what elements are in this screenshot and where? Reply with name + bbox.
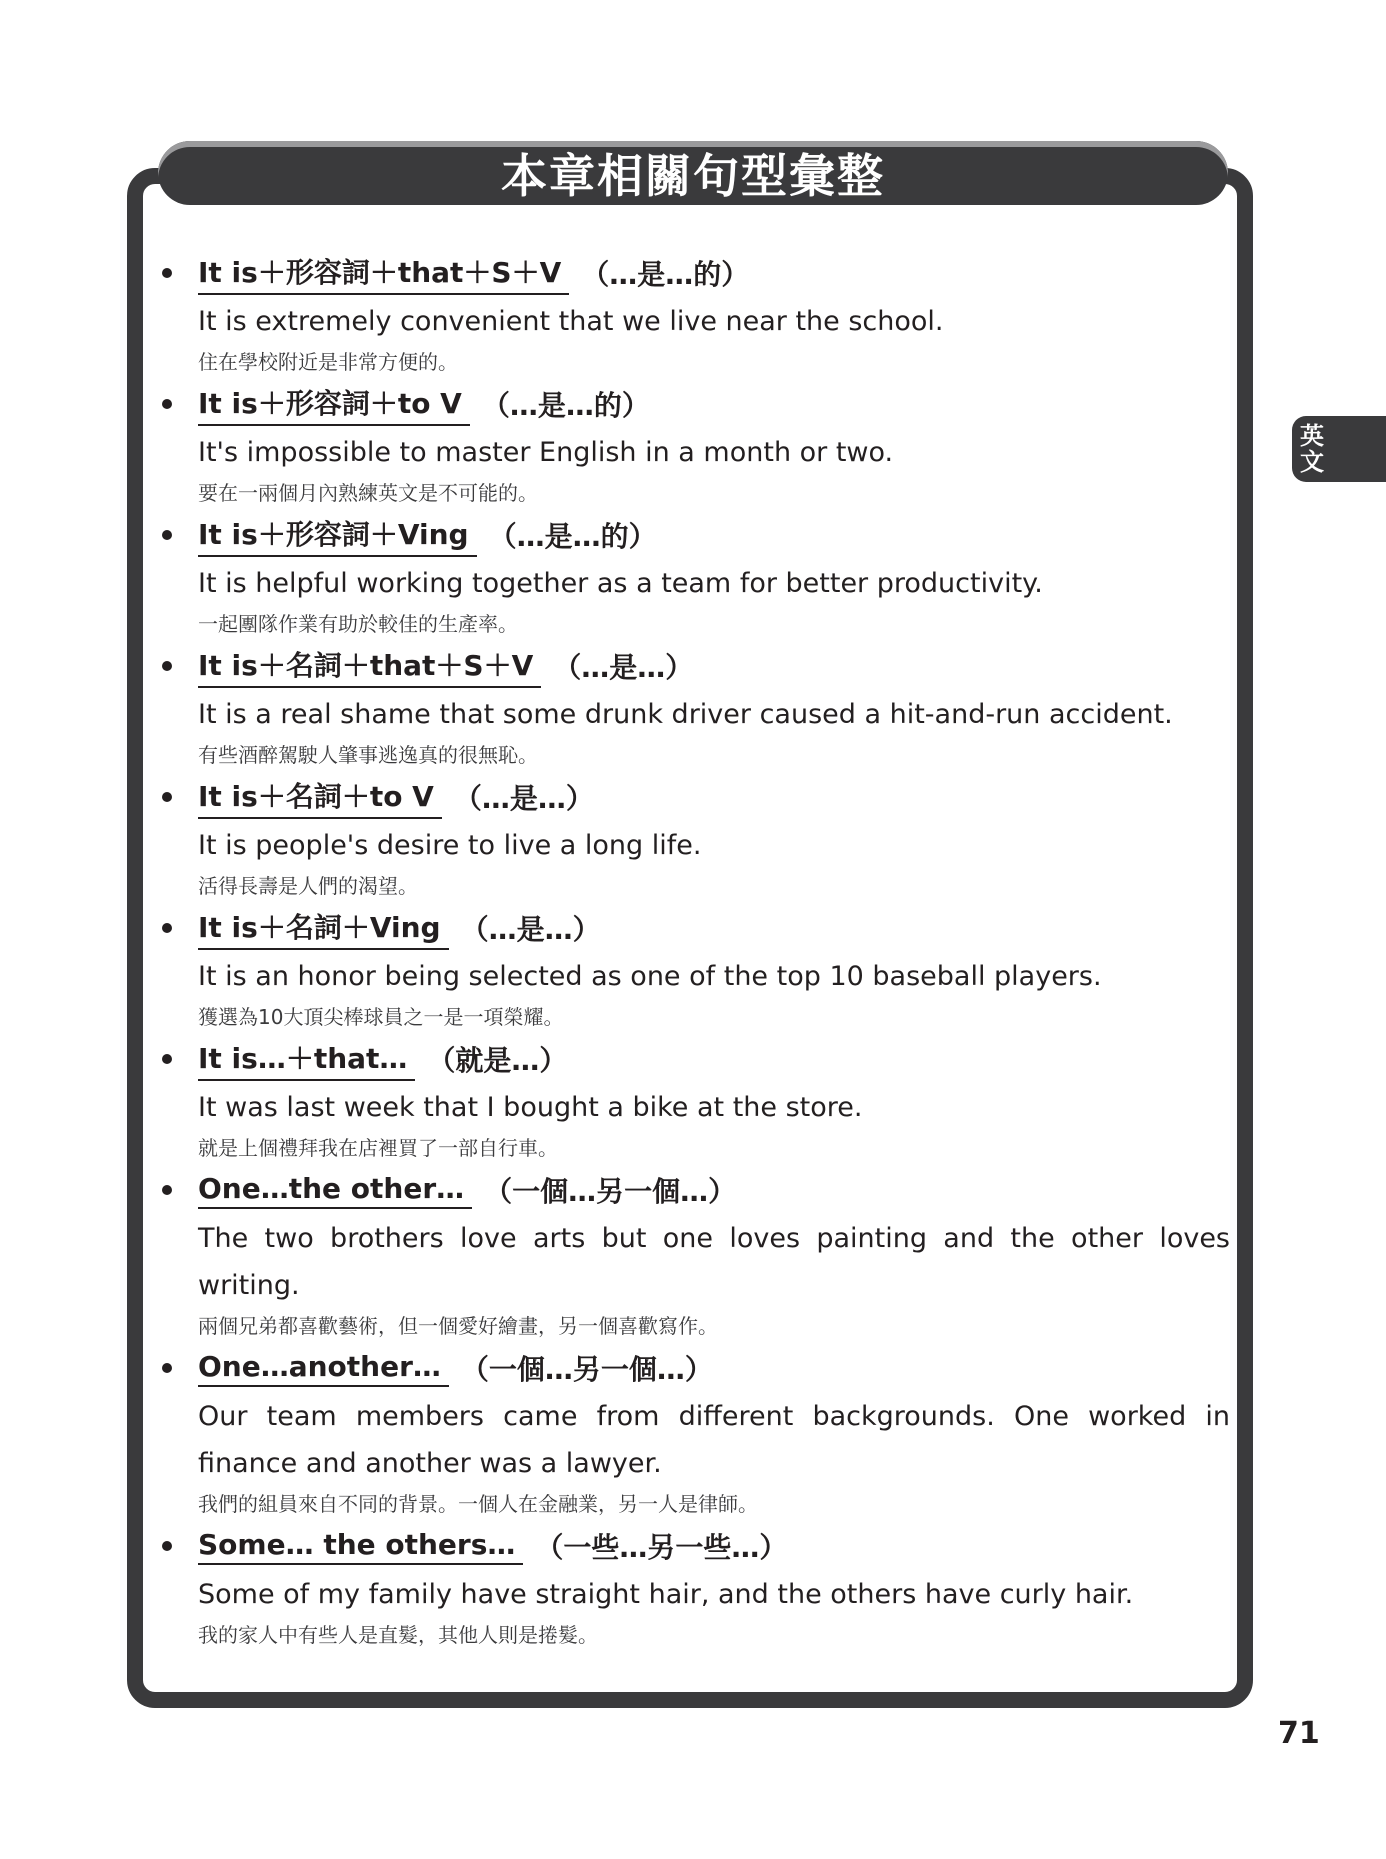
example-sentence: It was last week that I bought a bike at the store. (198, 1092, 863, 1123)
list-item (160, 1034, 1230, 1165)
example-sentence: It is extremely convenient that we live near the school. (198, 306, 944, 337)
title-bar (158, 141, 1228, 205)
example-translation: 住在學校附近是非常方便的。 (198, 350, 458, 374)
pattern-text: It is…＋that… (198, 1037, 415, 1081)
example-translation: 我的家人中有些人是直髮，其他人則是捲髮。 (198, 1623, 598, 1647)
pattern-meaning: （…是…的） (481, 389, 650, 422)
bullet-icon (162, 1054, 172, 1064)
bullet-icon (162, 530, 172, 540)
bullet-icon (162, 1541, 172, 1551)
bullet-icon (162, 268, 172, 278)
pattern-meaning: （就是…） (427, 1044, 568, 1077)
pattern-text: It is＋名詞＋to V (198, 775, 442, 819)
list-item (160, 510, 1230, 641)
example-translation: 我們的組員來自不同的背景。一個人在金融業，另一人是律師。 (198, 1492, 758, 1516)
pattern-list (160, 248, 1230, 1652)
example-sentence: The two brothers love arts but one loves painting and the other loves writing. (198, 1223, 1230, 1301)
example-sentence: It is a real shame that some drunk driver caused a hit-and-run accident. (198, 699, 1173, 730)
pattern-meaning: （…是…的） (581, 258, 750, 291)
pattern-text: It is＋名詞＋that＋S＋V (198, 644, 541, 688)
example-sentence: Our team members came from different backgrounds. One worked in finance and another was a lawyer. (198, 1401, 1230, 1479)
list-item (160, 1165, 1230, 1343)
side-tab-english[interactable] (1292, 416, 1386, 482)
example-translation: 要在一兩個月內熟練英文是不可能的。 (198, 481, 538, 505)
list-item (160, 903, 1230, 1034)
example-translation: 兩個兄弟都喜歡藝術，但一個愛好繪畫，另一個喜歡寫作。 (198, 1314, 718, 1338)
pattern-text: One…the other… (198, 1172, 472, 1209)
example-sentence: It is people's desire to live a long life. (198, 830, 702, 861)
pattern-text: Some… the others… (198, 1528, 523, 1565)
pattern-meaning: （…是…的） (488, 520, 657, 553)
page-number: 71 (1278, 1716, 1320, 1751)
side-tab-char-2: 文 (1300, 448, 1324, 476)
pattern-meaning: （一些…另一些…） (535, 1531, 788, 1564)
pattern-text: It is＋形容詞＋to V (198, 382, 470, 426)
example-translation: 有些酒醉駕駛人肇事逃逸真的很無恥。 (198, 743, 538, 767)
example-sentence: It is helpful working together as a team for better productivity. (198, 568, 1043, 599)
pattern-meaning: （一個…另一個…） (460, 1353, 713, 1386)
example-translation: 一起團隊作業有助於較佳的生產率。 (198, 612, 518, 636)
pattern-meaning: （…是…） (453, 782, 594, 815)
pattern-text: One…another… (198, 1350, 449, 1387)
pattern-meaning: （一個…另一個…） (484, 1175, 737, 1208)
bullet-icon (162, 399, 172, 409)
list-item (160, 772, 1230, 903)
example-sentence: Some of my family have straight hair, and the others have curly hair. (198, 1579, 1134, 1610)
example-translation: 獲選為10大頂尖棒球員之一是一項榮耀。 (198, 1005, 564, 1029)
list-item (160, 641, 1230, 772)
pattern-text: It is＋形容詞＋that＋S＋V (198, 251, 569, 295)
bullet-icon (162, 792, 172, 802)
example-sentence: It is an honor being selected as one of the top 10 baseball players. (198, 961, 1102, 992)
list-item (160, 1343, 1230, 1521)
bullet-icon (162, 923, 172, 933)
pattern-text: It is＋名詞＋Ving (198, 906, 449, 950)
list-item (160, 1521, 1230, 1652)
pattern-text: It is＋形容詞＋Ving (198, 513, 477, 557)
example-translation: 活得長壽是人們的渴望。 (198, 874, 418, 898)
pattern-meaning: （…是…） (460, 913, 601, 946)
bullet-icon (162, 1185, 172, 1195)
list-item (160, 379, 1230, 510)
page-title: 本章相關句型彙整 (501, 149, 885, 203)
list-item (160, 248, 1230, 379)
bullet-icon (162, 1363, 172, 1373)
bullet-icon (162, 661, 172, 671)
example-sentence: It's impossible to master English in a month or two. (198, 437, 894, 468)
example-translation: 就是上個禮拜我在店裡買了一部自行車。 (198, 1136, 558, 1160)
pattern-meaning: （…是…） (553, 651, 694, 684)
side-tab-char-1: 英 (1300, 422, 1324, 450)
